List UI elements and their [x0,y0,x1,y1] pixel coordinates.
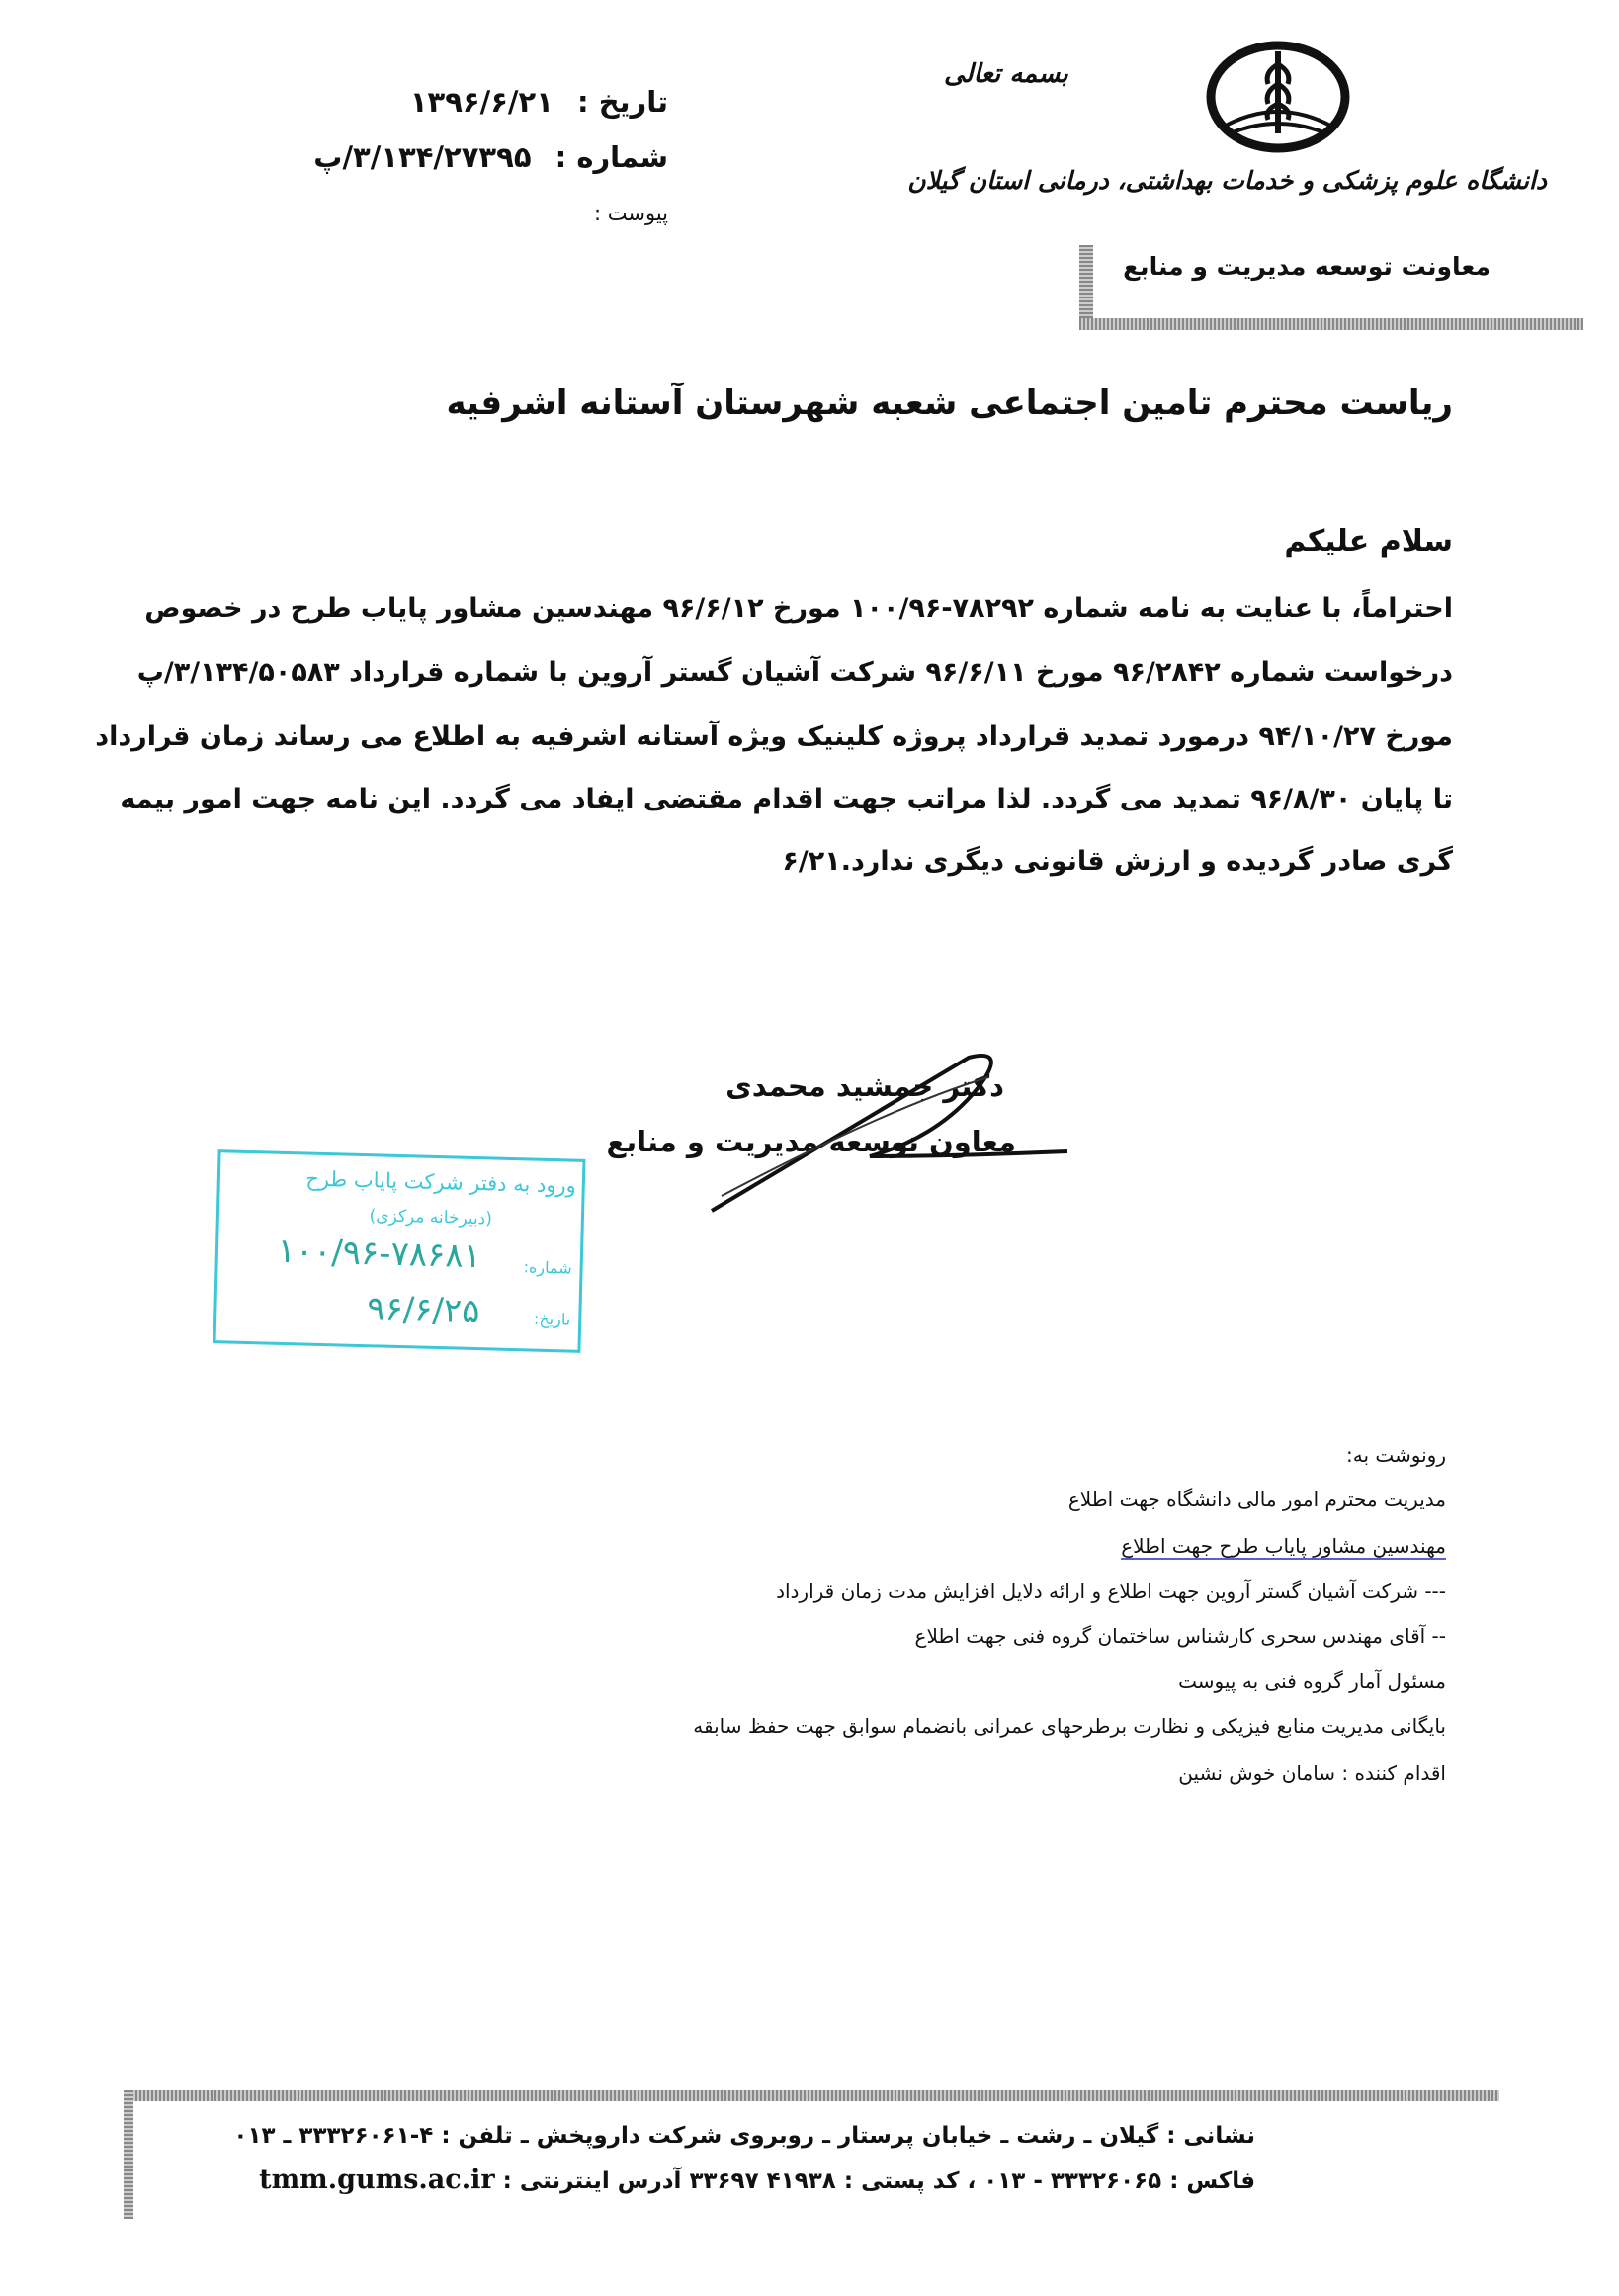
copies-heading: رونوشت به: [1346,1443,1446,1467]
number-label: شماره : [554,140,668,174]
copy-item: مهندسین مشاور پایاب طرح جهت اطلاع [1121,1534,1446,1558]
copy-item: -- آقای مهندس سحری کارشناس ساختمان گروه فنی جهت اطلاع [914,1624,1446,1648]
copy-item: مدیریت محترم امور مالی دانشگاه جهت اطلاع [1067,1488,1446,1511]
receipt-stamp [213,1149,585,1353]
body-line: احتراماً، با عنایت به نامه شماره ۷۸۲۹۲-۱۰۰/۹۶ مورخ ۹۶/۶/۱۲ مهندسین مشاور پایاب طرح در خصوص [144,593,1453,624]
basmala: بسمه تعالی [944,59,1068,89]
stamp-date-value: ۹۶/۶/۲۵ [366,1289,480,1332]
date-label: تاریخ : [577,85,668,119]
copy-item: مسئول آمار گروه فنی به پیوست [1178,1669,1446,1693]
footer-website[interactable]: tmm.gums.ac.ir [259,2165,495,2195]
signer-name: دکتر جمشید محمدی [725,1069,1004,1103]
department-box-bottom-border [1079,318,1583,330]
number-value: ۳/۱۳۴/۲۷۳۹۵/پ [313,140,532,174]
date-value: ۱۳۹۶/۶/۲۱ [409,85,554,119]
date-row [410,85,668,119]
copy-item: بایگانی مدیریت منابع فیزیکی و نظارت برطرحهای عمرانی بانضمام سوابق جهت حفظ سابقه [693,1714,1446,1738]
university-name: دانشگاه علوم پزشکی و خدمات بهداشتی، درمانی استان گیلان [907,166,1547,195]
department-name: معاونت توسعه مدیریت و منابع [1123,252,1491,281]
footer-left-border [124,2090,133,2219]
stamp-subheading: (دبیرخانه مرکزی) [369,1206,493,1230]
recipient: ریاست محترم تامین اجتماعی شعبه شهرستان آستانه اشرفیه [446,383,1453,423]
greeting: سلام علیکم [1284,524,1453,558]
stamp-number-label: شماره: [523,1257,572,1278]
signer-title: معاون توسعه مدیریت و منابع [606,1125,1016,1158]
attachment-label: پیوست : [594,202,668,225]
university-logo [1204,40,1352,158]
body-line: درخواست شماره ۹۶/۲۸۴۲ مورخ ۹۶/۶/۱۱ شرکت آشیان گستر آروین با شماره قرارداد ۳/۱۳۴/۵۰۵۸۳/پ [136,657,1453,688]
body-line: تا پایان ۹۶/۸/۳۰ تمدید می گردد. لذا مراتب جهت اقدام مقتضی ایفاد می گردد. این نامه جهت امور بیمه [120,784,1453,814]
copy-item: --- شرکت آشیان گستر آروین جهت اطلاع و ارائه دلایل افزایش مدت زمان قرارداد [776,1579,1446,1603]
body-line: مورخ ۹۴/۱۰/۲۷ درمورد تمدید قرارداد پروژه کلینیک ویژه آستانه اشرفیه به اطلاع می رساند زمان قرارداد [95,722,1453,752]
footer-top-border [124,2090,1499,2101]
body-line: گری صادر گردیده و ارزش قانونی دیگری ندارد.۶/۲۱ [782,846,1453,877]
copy-item: اقدام کننده : سامان خوش نشین [1178,1761,1446,1785]
stamp-heading: ورود به دفتر شرکت پایاب طرح [305,1166,577,1198]
footer-address: نشانی : گیلان ـ رشت ـ خیابان پرستار ـ روبروی شرکت داروپخش ـ تلفن : ۴-۳۳۳۲۶۰۶۱ ـ ۰۱۳ [233,2123,1255,2149]
footer-contact [259,2165,1255,2195]
number-row [313,140,668,174]
stamp-date-label: تاریخ: [533,1309,571,1329]
footer-fax-postal: فاکس : ۳۳۳۲۶۰۶۵ - ۰۱۳ ، کد پستی : ۴۱۹۳۸ ۳۳۶۹۷ آدرس اینترنتی : [502,2168,1255,2194]
handwritten-signature [692,1048,1087,1226]
stamp-number-value: ۱۰۰/۹۶-۷۸۶۸۱ [277,1231,482,1277]
